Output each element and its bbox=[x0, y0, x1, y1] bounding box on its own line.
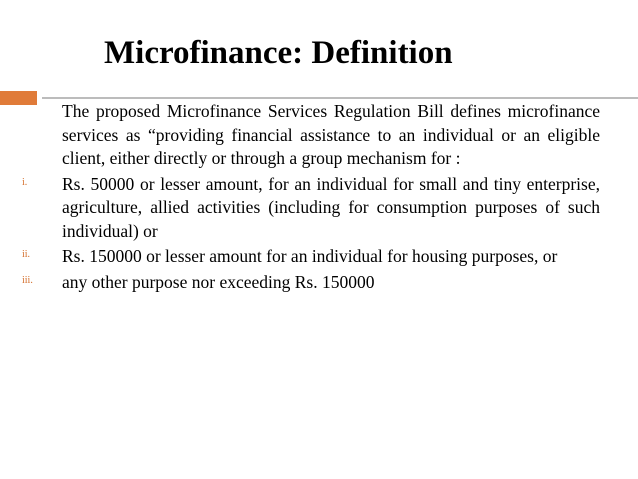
list-item bbox=[22, 245, 600, 269]
list-marker: ii. bbox=[22, 249, 31, 260]
slide-body bbox=[22, 100, 600, 296]
list-item bbox=[22, 173, 600, 244]
list-marker: i. bbox=[22, 176, 28, 188]
list-marker: iii. bbox=[22, 274, 33, 286]
slide-title: Microfinance: Definition bbox=[104, 35, 453, 71]
intro-paragraph: The proposed Microfinance Services Regulation Bill defines microfinance services as “providing financial assistance to an individual or an eligible client, either directly or through a group mechanism for : bbox=[62, 101, 600, 168]
list-item-text: Rs. 50000 or lesser amount, for an individual for small and tiny enterprise, agriculture, allied activities (including for consumption purposes of such individual) or bbox=[62, 173, 600, 241]
list-item bbox=[22, 271, 600, 295]
list-item-text: any other purpose nor exceeding Rs. 150000 bbox=[62, 271, 375, 292]
accent-bar bbox=[0, 91, 37, 105]
title-divider bbox=[42, 97, 638, 99]
list-item-text: Rs. 150000 or lesser amount for an individual for housing purposes, or bbox=[62, 246, 558, 266]
